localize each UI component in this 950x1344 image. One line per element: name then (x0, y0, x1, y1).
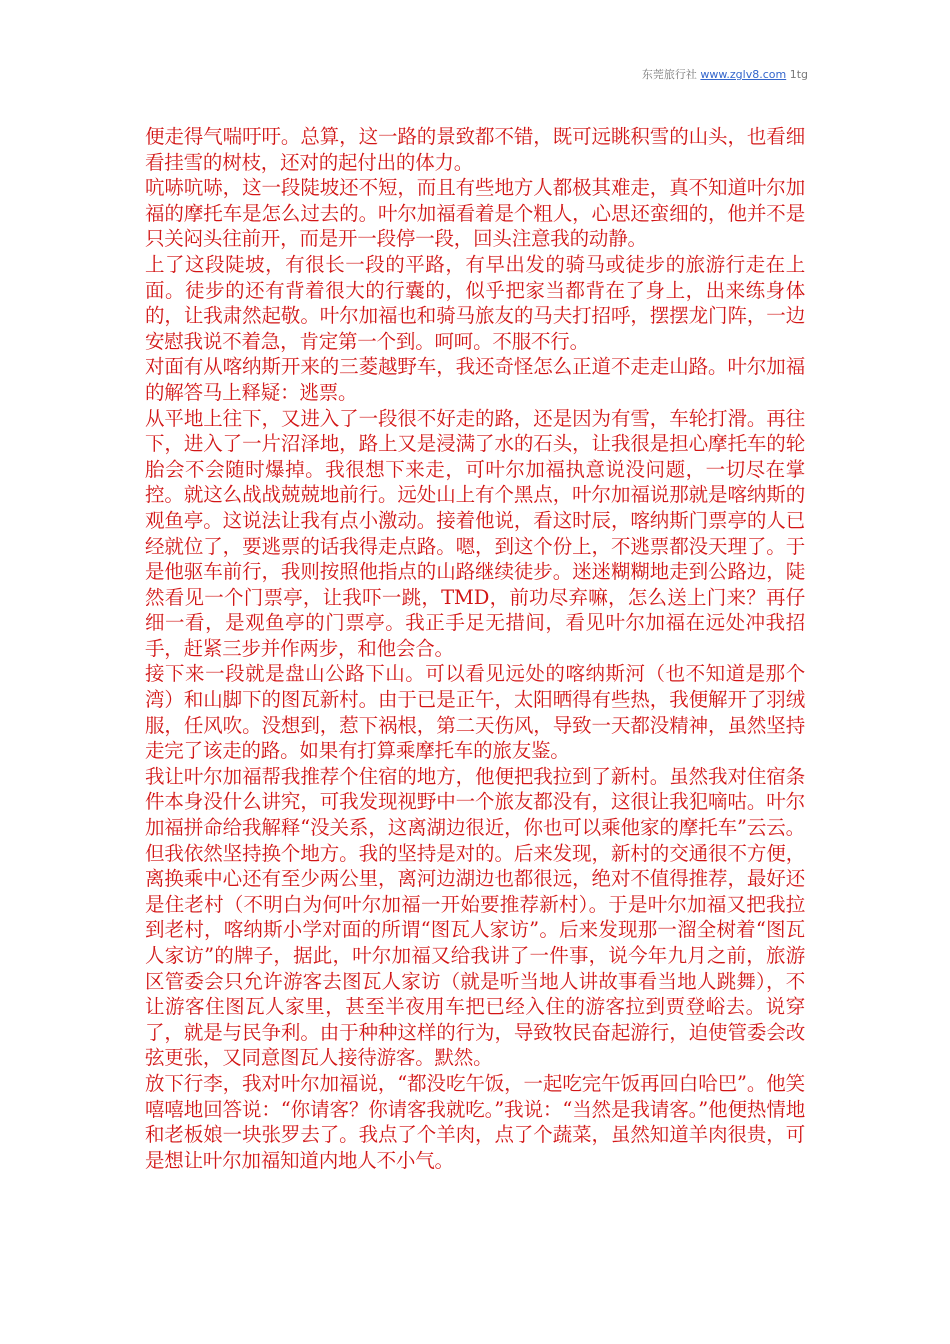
paragraph: 接下来一段就是盘山公路下山。可以看见远处的喀纳斯河（也不知道是那个湾）和山脚下的图瓦新村。由于已是正午，太阳晒得有些热，我便解开了羽绒服，任风吹。没想到，惹下祸根，第二天伤风，导致一天都没精神，虽然坚持走完了该走的路。如果有打算乘摩托车的旅友鉴。 (145, 662, 805, 763)
article-body (145, 124, 805, 1173)
paragraph: 便走得气喘吁吁。总算，这一路的景致都不错，既可远眺积雪的山头，也看细看挂雪的树枝，还对的起付出的体力。 (145, 125, 805, 174)
paragraph: 从平地上往下，又进入了一段很不好走的路，还是因为有雪，车轮打滑。再往下，进入了一片沼泽地，路上又是浸满了水的石头，让我很是担心摩托车的轮胎会不会随时爆掉。我很想下来走，可叶尔加福执意说没问题，一切尽在掌控。就这么战战兢兢地前行。远处山上有个黑点，叶尔加福说那就是喀纳斯的观鱼亭。这说法让我有点小激动。接着他说，看这时辰，喀纳斯门票亭的人已经就位了，要逃票的话我得走点路。嗯，到这个份上，不逃票都没天理了。于是他驱车前行，我则按照他指点的山路继续徒步。迷迷糊糊地走到公路边，陡然看见一个门票亭，让我吓一跳，TMD，前功尽弃嘛，怎么送上门来？再仔细一看，是观鱼亭的门票亭。我正手足无措间，看见叶尔加福在远处冲我招手，赶紧三步并作两步，和他会合。 (145, 406, 805, 660)
site-name: 东莞旅行社 (641, 68, 697, 81)
paragraph: 上了这段陡坡，有很长一段的平路，有早出发的骑马或徒步的旅游行走在上面。徒步的还有背着很大的行囊的，似乎把家当都背在了身上，出来练身体的，让我肃然起敬。叶尔加福也和骑马旅友的马夫打招呼，摆摆龙门阵，一边安慰我说不着急，肯定第一个到。呵呵。不服不行。 (145, 252, 805, 353)
paragraph: 我让叶尔加福帮我推荐个住宿的地方，他便把我拉到了新村。虽然我对住宿条件本身没什么讲究，可我发现视野中一个旅友都没有，这很让我犯嘀咕。叶尔加福拼命给我解释“没关系，这离湖边很近，你也可以乘他家的摩托车”云云。但我依然坚持换个地方。我的坚持是对的。后来发现，新村的交通很不方便，离换乘中心还有至少两公里，离河边湖边也都很远，绝对不值得推荐，最好还是住老村（不明白为何叶尔加福一开始要推荐新村）。于是叶尔加福又把我拉到老村，喀纳斯小学对面的所谓“图瓦人家访”。后来发现那一溜全树着“图瓦人家访”的牌子，据此，叶尔加福又给我讲了一件事，说今年九月之前，旅游区管委会只允许游客去图瓦人家访（就是听当地人讲故事看当地人跳舞），不让游客住图瓦人家里，甚至半夜用车把已经入住的游客拉到贾登峪去。说穿了，就是与民争利。由于种种这样的行为，导致牧民奋起游行，迫使管委会改弦更张，又同意图瓦人接待游客。默然。 (145, 764, 805, 1070)
paragraph: 对面有从喀纳斯开来的三菱越野车，我还奇怪怎么正道不走走山路。叶尔加福的解答马上释疑：逃票。 (145, 355, 805, 404)
paragraph: 放下行李，我对叶尔加福说，“都没吃午饭，一起吃完午饭再回白哈巴”。他笑嘻嘻地回答说：“你请客？你请客我就吃。”我说：“当然是我请客。”他便热情地和老板娘一块张罗去了。我点了个羊肉，点了个蔬菜，虽然知道羊肉很贵，可是想让叶尔加福知道内地人不小气。 (145, 1071, 805, 1172)
site-url-link[interactable]: www.zglv8.com (700, 68, 787, 81)
page-header (642, 66, 808, 82)
header-tag: 1tg (789, 68, 808, 81)
paragraph: 吭哧吭哧，这一段陡坡还不短，而且有些地方人都极其难走，真不知道叶尔加福的摩托车是怎么过去的。叶尔加福看着是个粗人，心思还蛮细的，他并不是只关闷头往前开，而是开一段停一段，回头注意我的动静。 (145, 176, 805, 251)
